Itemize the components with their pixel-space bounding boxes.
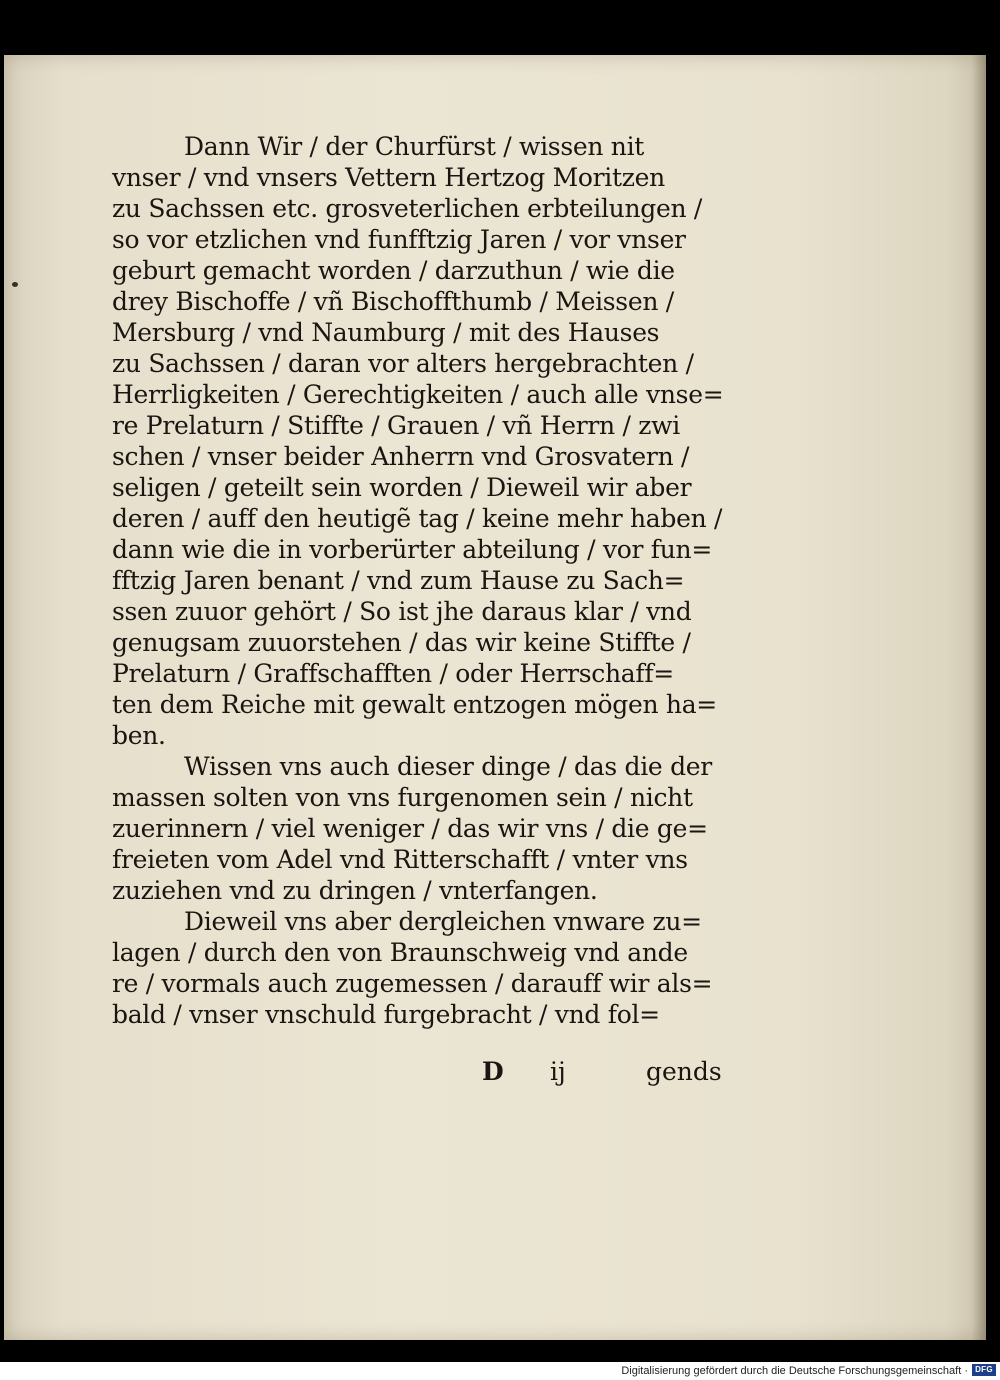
text-line: zu Sachssen etc. grosveterlichen erbteilungen / <box>112 194 703 223</box>
text-line: schen / vnser beider Anherrn vnd Grosvatern / <box>112 442 690 471</box>
text-line: Wissen vns auch dieser dinge / das die der <box>184 752 712 781</box>
text-line: vnser / vnd vnsers Vettern Hertzog Moritzen <box>112 163 665 192</box>
signature-mark: D <box>482 1057 504 1086</box>
text-line: zuerinnern / viel weniger / das wir vns / die ge= <box>112 814 708 843</box>
text-line: dann wie die in vorberürter abteilung / vor fun= <box>112 535 712 564</box>
text-line: deren / auff den heutigẽ tag / keine mehr haben / <box>112 504 723 533</box>
text-line: ben. <box>112 721 166 750</box>
dfg-logo-icon: DFG <box>972 1364 996 1376</box>
text-line: so vor etzlichen vnd funfftzig Jaren / vor vnser <box>112 225 686 254</box>
text-line: drey Bischoffe / vñ Bischoffthumb / Meissen / <box>112 287 674 316</box>
text-line: geburt gemacht worden / darzuthun / wie die <box>112 256 675 285</box>
catchword: gends <box>646 1057 722 1086</box>
text-line: re Prelaturn / Stiffte / Grauen / vñ Herrn / zwi <box>112 411 680 440</box>
text-line: genugsam zuuorstehen / das wir keine Stiffte / <box>112 628 691 657</box>
text-line: seligen / geteilt sein worden / Dieweil wir aber <box>112 473 692 502</box>
text-line: zu Sachssen / daran vor alters hergebrachten / <box>112 349 694 378</box>
text-line: massen solten von vns furgenomen sein / nicht <box>112 783 693 812</box>
text-line: bald / vnser vnschuld furgebracht / vnd fol= <box>112 1000 660 1029</box>
page-text-block <box>112 131 752 1030</box>
book-page <box>4 55 986 1340</box>
text-line: Dann Wir / der Churfürst / wissen nit <box>184 132 645 161</box>
footer-credit: Digitalisierung gefördert durch die Deutsche Forschungsgemeinschaft · <box>621 1365 968 1377</box>
margin-ink-spot <box>12 282 18 287</box>
text-line: fftzig Jaren benant / vnd zum Hause zu Sach= <box>112 566 685 595</box>
text-line: Prelaturn / Graffschafften / oder Herrschaff= <box>112 659 674 688</box>
text-line: Mersburg / vnd Naumburg / mit des Hauses <box>112 318 660 347</box>
text-line: lagen / durch den von Braunschweig vnd ande <box>112 938 688 967</box>
text-line: Herrligkeiten / Gerechtigkeiten / auch alle vnse= <box>112 380 724 409</box>
text-line: freieten vom Adel vnd Ritterschafft / vnter vns <box>112 845 688 874</box>
text-line: zuziehen vnd zu dringen / vnterfangen. <box>112 876 598 905</box>
signature-number: ij <box>550 1057 566 1086</box>
text-line: ssen zuuor gehört / So ist jhe daraus klar / vnd <box>112 597 692 626</box>
text-line: Dieweil vns aber dergleichen vnware zu= <box>184 907 702 936</box>
text-line: ten dem Reiche mit gewalt entzogen mögen ha= <box>112 690 717 719</box>
text-line: re / vormals auch zugemessen / darauff wir als= <box>112 969 713 998</box>
